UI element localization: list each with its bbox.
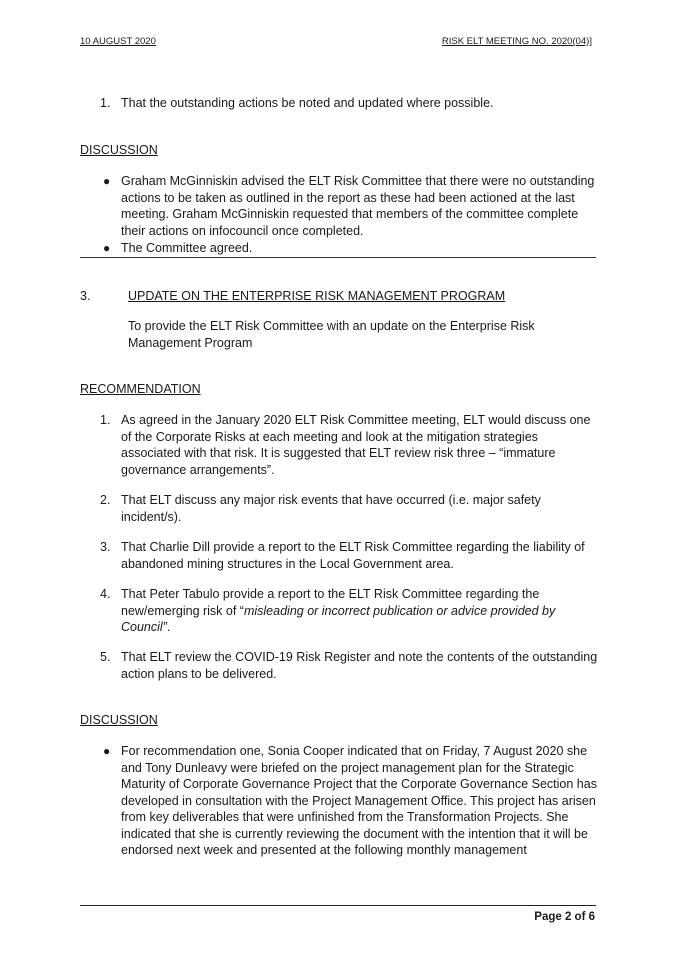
rec-text: That ELT discuss any major risk events that have occurred (i.e. major safety incident/s). [121,493,541,524]
header-meeting-ref: RISK ELT MEETING NO. 2020(04)] [441,36,592,47]
rec-number: 2. [100,493,111,507]
rec-text-start: That Peter Tabulo provide a report to the ELT Risk Committee regarding the new/emerging risk of “ [121,587,540,618]
bullet-icon: ● [103,174,111,188]
section-title: UPDATE ON THE ENTERPRISE RISK MANAGEMENT PROGRAM [128,289,506,303]
rec-text: As agreed in the January 2020 ELT Risk Committee meeting, ELT would discuss one of the Corporate Risks at each meeting and look at the mitigation strategies associated with that risk. It is suggested that ELT review risk three – “immature governance arrangements”. [121,413,591,477]
rec-number: 5. [100,650,111,664]
section-purpose: To provide the ELT Risk Committee with an update on the Enterprise Risk Management Program [128,319,535,350]
bullet-icon: ● [103,241,111,255]
header-date: 10 AUGUST 2020 [80,36,156,47]
discussion-bullet: Graham McGinniskin advised the ELT Risk Committee that there were no outstanding actions to be taken as outlined in the report as these had been actioned at the last meeting. Graham McGinniskin requested that members of the committee complete their actions on infocouncil once completed. [121,174,595,238]
discussion-bullet: The Committee agreed. [121,241,253,255]
item-text: That the outstanding actions be noted and updated where possible. [121,96,494,110]
rec-number: 4. [100,587,111,601]
rec-number: 3. [100,540,111,554]
page-number: Page 2 of 6 [534,911,595,923]
rec-number: 1. [100,413,111,427]
discussion-bullet: For recommendation one, Sonia Cooper indicated that on Friday, 7 August 2020 she and Tony Dunleavy were briefed on the project management plan for the Strategic Maturity of Corporate Governance Project that the Corporate Governance Section has developed in consultation with the Project Management Office. This project has arisen from key deliverables that were unfinished from the Transformation Projects. She indicated that she is currently reviewing the document with the intention that it will be endorsed next week and presented at the following monthly management [121,744,597,857]
recommendation-heading: RECOMMENDATION [80,382,201,396]
rec-text-italic: misleading or incorrect publication or advice provided by Council” [121,603,556,634]
rec-text: That Charlie Dill provide a report to the ELT Risk Committee regarding the liability of abandoned mining structures in the Local Government area. [121,540,585,571]
section-number: 3. [80,289,91,303]
rec-text: That ELT review the COVID-19 Risk Register and note the contents of the outstanding action plans to be delivered. [121,650,598,681]
discussion-heading: DISCUSSION [80,713,158,727]
section-divider [80,257,596,258]
bullet-icon: ● [103,744,111,758]
footer-divider [80,905,596,906]
item-number: 1. [100,96,111,110]
rec-text-end: . [166,620,171,634]
discussion-heading: DISCUSSION [80,143,158,157]
rec-text [121,586,576,636]
